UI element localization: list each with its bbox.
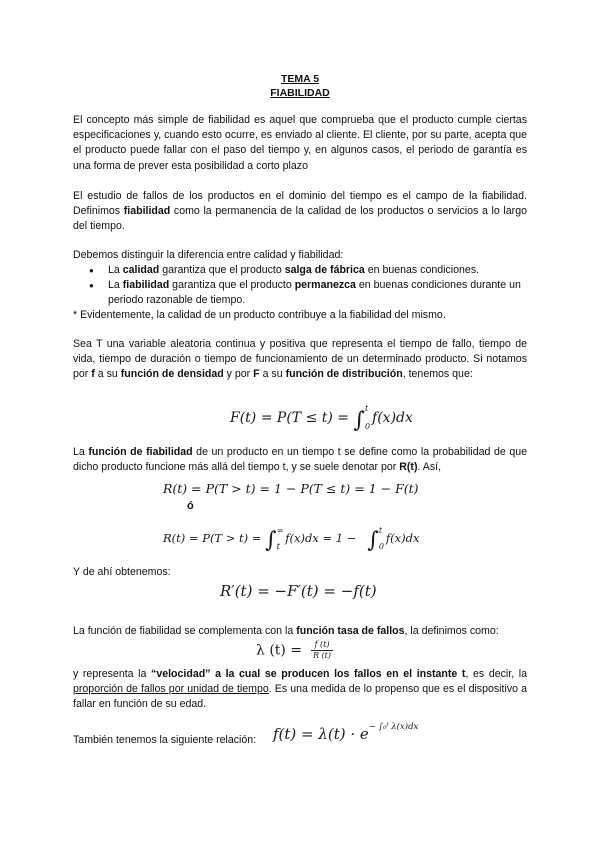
text-run: a su xyxy=(94,368,121,381)
text-run: y representa la xyxy=(73,668,152,680)
failure-rate-explanation xyxy=(73,667,527,713)
integrand: f(x)dx xyxy=(372,410,413,426)
text-run: y por xyxy=(223,368,254,381)
text-run: como la permanencia de la calidad de los productos o servicios a lo largo del tiempo. xyxy=(73,205,527,233)
equation-reliability: R(t) = P(T > t) = 1 − P(T ≤ t) = 1 − F(t) xyxy=(163,481,419,496)
term-velocidad-fallos: “velocidad” a la cual se producen los fallos en el instante t xyxy=(151,668,466,680)
text-run: a su xyxy=(259,368,286,381)
symbol-Rt: R(t) xyxy=(399,461,418,474)
integrand: f(x)dx xyxy=(385,531,420,545)
integral-sign: ∫ xyxy=(265,528,277,553)
equation-failure-rate xyxy=(256,640,333,661)
text-run: garantiza que el producto xyxy=(169,279,295,292)
eq-lhs: R(t) = P(T > t) = xyxy=(163,531,266,545)
page-title: FIABILIDAD xyxy=(270,87,330,99)
lower-limit: 0 xyxy=(378,542,384,551)
lower-limit: t xyxy=(276,542,280,551)
term-calidad: calidad xyxy=(122,264,160,276)
fiabilidad-definition-paragraph xyxy=(73,189,527,235)
text-run: La xyxy=(108,279,123,292)
term-proporcion-fallos: proporción de fallos por unidad de tiempo xyxy=(73,683,269,696)
random-variable-paragraph xyxy=(73,337,527,383)
bullet-calidad xyxy=(73,263,527,278)
equation-reliability-integral xyxy=(163,523,419,555)
text-run: , tenemos que: xyxy=(402,368,473,381)
term-funcion-fiabilidad: función de fiabilidad xyxy=(88,446,193,458)
term-fiabilidad: fiabilidad xyxy=(123,205,171,218)
text-run: Sea T una variable aleatoria continua y positiva que representa el tiempo de fallo, tiempo de vida, tiempo de duración o tiempo de funcionamiento de un determinado producto. Si notamos por xyxy=(73,338,527,381)
term-funcion-densidad: función de densidad xyxy=(120,368,224,381)
term-funcion-tasa-fallos: función tasa de fallos xyxy=(296,625,405,637)
text-run: en buenas condiciones. xyxy=(364,264,480,276)
term-funcion-distribucion: función de distribución xyxy=(285,368,403,381)
exponent: − ∫₀ᵗ λ(x)dx xyxy=(368,722,419,732)
relation-intro: También tenemos la siguiente relación: xyxy=(73,734,257,746)
text-run: La función de fiabilidad se complementa con la xyxy=(73,625,297,637)
eq-lhs: F(t) = P(T ≤ t) = xyxy=(230,410,354,426)
text-run: La xyxy=(73,446,89,458)
fraction xyxy=(311,640,333,661)
equation-density-relation xyxy=(273,722,419,743)
intro-paragraph: El concepto más simple de fiabilidad es aquel que comprueba que el producto cumple ciertas especificaciones y, cuando esto ocurre, es enviado al cliente. El cliente, por su parte, acepta que el producto puede fallar con el paso del tiempo y, en algunos casos, el periodo de garantía es una forma de prever esta posibilidad a corto plazo xyxy=(73,114,527,172)
text-run: La xyxy=(108,264,123,276)
text-run: El estudio de fallos de los productos en el dominio del tiempo es el campo de la fiabilidad. Definimos xyxy=(73,190,527,218)
text-run: , la definimos como: xyxy=(404,625,499,637)
upper-limit: t xyxy=(378,526,383,535)
equation-distribution xyxy=(230,400,413,436)
text-run: de un producto en un tiempo t se define como la probabilidad de que dicho producto funcione más allá del tiempo t, y se suele denotar por xyxy=(73,446,527,474)
eq-lhs: f(t) = λ(t) · e xyxy=(273,725,369,743)
bullet-fiabilidad xyxy=(73,278,527,308)
upper-limit: t xyxy=(364,404,369,413)
eq-middle: f(x)dx = 1 − xyxy=(285,531,357,545)
equation-derivative: R′(t) = −F′(t) = −f(t) xyxy=(220,582,377,600)
symbol-F: F xyxy=(253,368,260,381)
term-fiabilidad: fiabilidad xyxy=(122,279,170,292)
integral-sign: ∫ xyxy=(353,408,365,433)
text-run: . Así, xyxy=(417,461,442,474)
integral-limits xyxy=(365,400,370,436)
text-run: garantiza que el producto xyxy=(159,264,285,276)
text-run: , es decir, la xyxy=(465,668,527,680)
derivative-intro: Y de ahí obtenemos: xyxy=(73,566,171,578)
or-word: ó xyxy=(187,500,194,512)
reliability-function-paragraph xyxy=(73,445,527,475)
text-run: en buenas condiciones durante un periodo razonable de tiempo. xyxy=(108,279,521,307)
note-line: * Evidentemente, la calidad de un producto contribuye a la fiabilidad del mismo. xyxy=(73,309,446,321)
upper-limit: ∞ xyxy=(276,526,284,535)
tema-heading: TEMA 5 xyxy=(280,73,320,85)
symbol-f: f xyxy=(91,368,95,381)
distinction-intro: Debemos distinguir la diferencia entre calidad y fiabilidad: xyxy=(73,249,344,261)
bullet-list xyxy=(73,263,527,309)
integral-limits xyxy=(379,523,384,555)
failure-rate-intro xyxy=(73,624,527,639)
eq-lhs: λ (t) = xyxy=(256,642,303,659)
fraction-numerator: f (t) xyxy=(311,640,333,651)
integral-limits xyxy=(277,523,284,555)
fraction-denominator: R (t) xyxy=(312,651,331,660)
integral-sign: ∫ xyxy=(367,528,379,553)
lower-limit: 0 xyxy=(364,422,371,431)
term-permanezca: permanezca xyxy=(294,279,356,292)
term-salga-de-fabrica: salga de fábrica xyxy=(284,264,365,276)
text-run: . Es una medida de lo propenso que es el dispositivo a fallar en función de su edad. xyxy=(73,683,527,711)
